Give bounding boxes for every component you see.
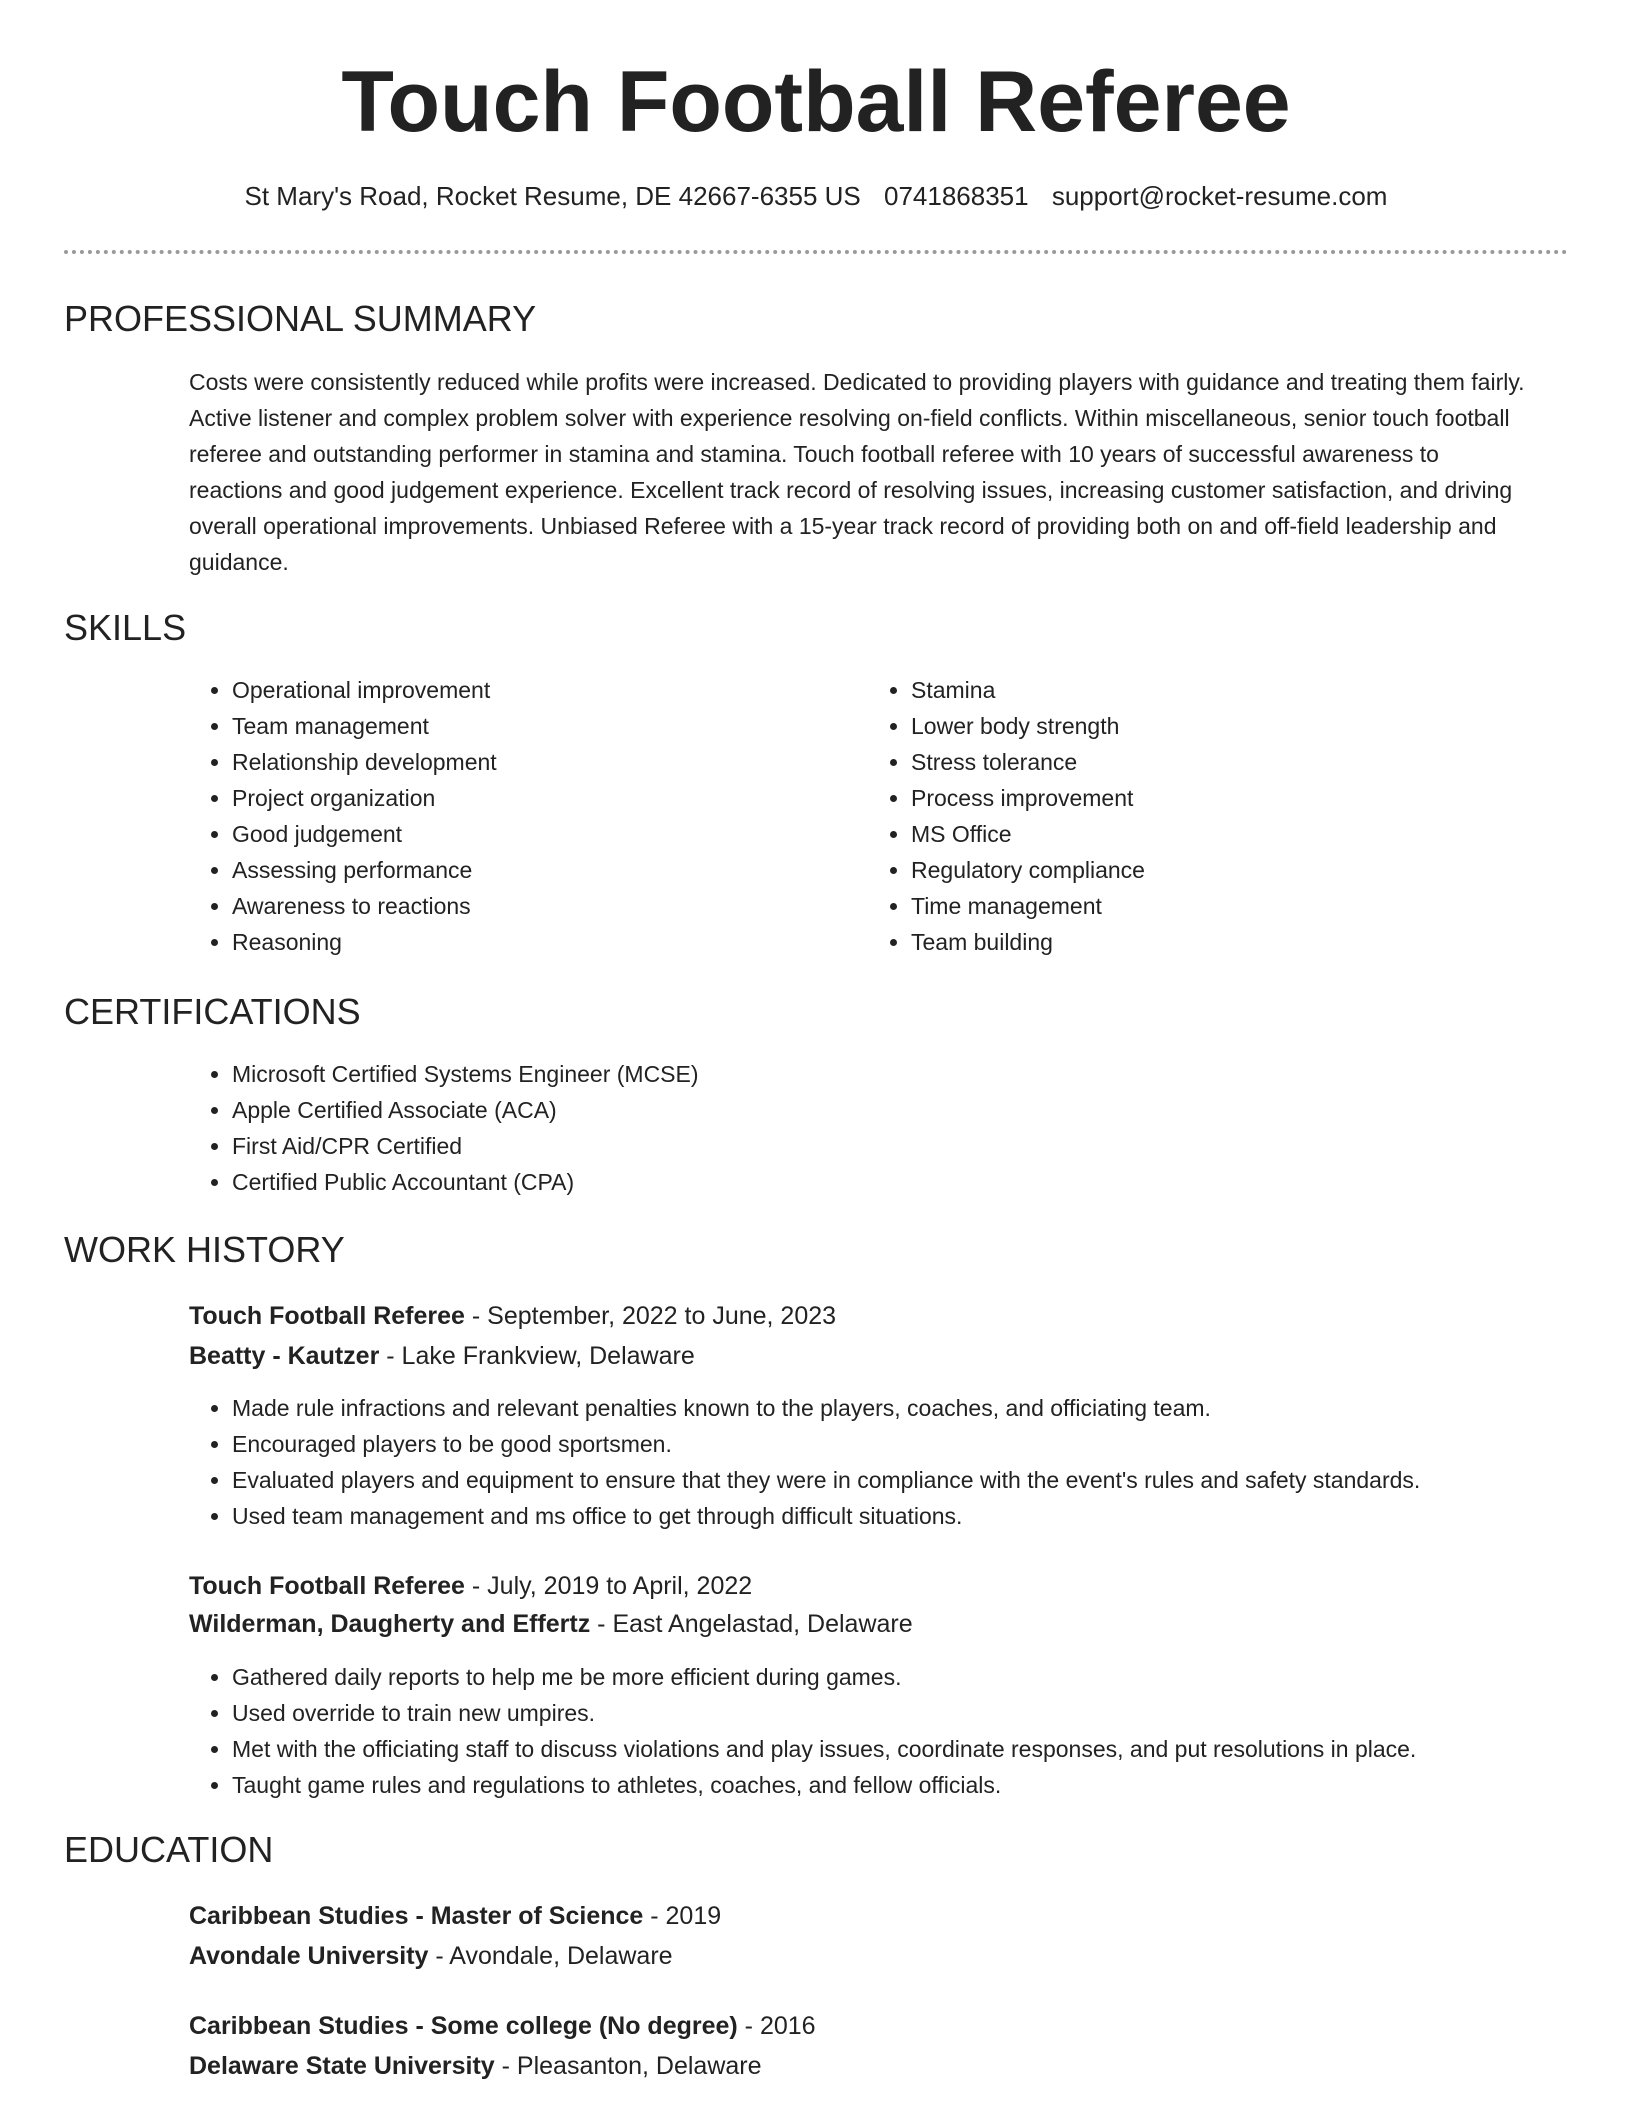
list-item: • Gathered daily reports to help me be more efficient during games. <box>232 1659 1632 1695</box>
list-item: • Microsoft Certified Systems Engineer (MCSE) <box>232 1056 1532 1092</box>
list-item: • Assessing performance <box>232 852 832 888</box>
job-role: Touch Football Referee <box>189 1572 465 1600</box>
job-company: Beatty - Kautzer <box>189 1342 380 1370</box>
list-item: • Stress tolerance <box>911 744 1511 780</box>
list-item: • Team management <box>232 708 832 744</box>
list-item: • Evaluated players and equipment to ensure that they were in compliance with the event's rules and safety standards. <box>232 1462 1592 1498</box>
skills-list-right <box>868 672 1511 960</box>
list-item: • Good judgement <box>232 816 832 852</box>
summary-heading: PROFESSIONAL SUMMARY <box>64 298 537 339</box>
education-degree-line <box>189 1898 721 1934</box>
education-degree-line <box>189 2008 816 2044</box>
job-dates: - July, 2019 to April, 2022 <box>464 1572 753 1600</box>
education-school: Avondale University <box>189 1942 429 1970</box>
list-item: • Certified Public Accountant (CPA) <box>232 1164 1532 1200</box>
job-title-line <box>189 1298 836 1334</box>
education-location: - Avondale, Delaware <box>428 1942 673 1970</box>
list-item: • Time management <box>911 888 1511 924</box>
job-bullets <box>189 1659 1632 1803</box>
list-item: • Team building <box>911 924 1511 960</box>
list-item: • Met with the officiating staff to discuss violations and play issues, coordinate responses, and put resolutions in place. <box>232 1731 1632 1767</box>
skills-heading: SKILLS <box>64 607 187 648</box>
work-history-heading: WORK HISTORY <box>64 1229 345 1270</box>
education-heading: EDUCATION <box>64 1829 274 1870</box>
list-item: • Project organization <box>232 780 832 816</box>
list-item: • MS Office <box>911 816 1511 852</box>
phone: 0741868351 <box>884 181 1029 211</box>
education-school-line <box>189 1938 673 1974</box>
education-school-line <box>189 2048 762 2084</box>
job-company-line <box>189 1606 913 1642</box>
job-title-line <box>189 1568 752 1604</box>
header-divider <box>64 250 1568 254</box>
education-year: - 2019 <box>643 1902 722 1930</box>
list-item: • Encouraged players to be good sportsmen. <box>232 1426 1592 1462</box>
list-item: • Operational improvement <box>232 672 832 708</box>
email: support@rocket-resume.com <box>1051 181 1388 211</box>
skills-list-left <box>189 672 832 960</box>
education-degree: Caribbean Studies - Master of Science <box>189 1902 644 1930</box>
job-role: Touch Football Referee <box>189 1302 465 1330</box>
list-item: • Used override to train new umpires. <box>232 1695 1632 1731</box>
certifications-list <box>189 1056 1532 1200</box>
list-item: • Made rule infractions and relevant penalties known to the players, coaches, and officiating team. <box>232 1390 1592 1426</box>
list-item: • Reasoning <box>232 924 832 960</box>
list-item: • Stamina <box>911 672 1511 708</box>
job-location: - Lake Frankview, Delaware <box>379 1342 695 1370</box>
job-dates: - September, 2022 to June, 2023 <box>464 1302 837 1330</box>
list-item: • Relationship development <box>232 744 832 780</box>
candidate-name: Touch Football Referee <box>341 54 1291 150</box>
list-item: • First Aid/CPR Certified <box>232 1128 1532 1164</box>
list-item: • Awareness to reactions <box>232 888 832 924</box>
list-item: • Process improvement <box>911 780 1511 816</box>
education-degree: Caribbean Studies - Some college (No degree) <box>189 2012 738 2040</box>
job-bullets <box>189 1390 1592 1534</box>
list-item: • Lower body strength <box>911 708 1511 744</box>
list-item: • Regulatory compliance <box>911 852 1511 888</box>
job-location: - East Angelastad, Delaware <box>590 1610 913 1638</box>
list-item: • Apple Certified Associate (ACA) <box>232 1092 1532 1128</box>
job-company-line <box>189 1338 695 1374</box>
education-year: - 2016 <box>737 2012 816 2040</box>
summary-text: Costs were consistently reduced while profits were increased. Dedicated to providing players with guidance and treating them fairly. Active listener and complex problem solver with experience resolving on-field conflicts. Within miscellaneous, senior touch football referee and outstanding performer in stamina and stamina. Touch football referee with 10 years of successful awareness to reactions and good judgement experience. Excellent track record of resolving issues, increasing customer satisfaction, and driving overall operational improvements. Unbiased Referee with a 15-year track record of providing both on and off-field leadership and guidance. <box>189 369 1525 575</box>
list-item: • Taught game rules and regulations to athletes, coaches, and fellow officials. <box>232 1767 1632 1803</box>
address: St Mary's Road, Rocket Resume, DE 42667-6355 US <box>244 181 861 211</box>
list-item: • Used team management and ms office to get through difficult situations. <box>232 1498 1592 1534</box>
education-school: Delaware State University <box>189 2052 495 2080</box>
job-company: Wilderman, Daugherty and Effertz <box>189 1610 591 1638</box>
certifications-heading: CERTIFICATIONS <box>64 991 361 1032</box>
education-location: - Pleasanton, Delaware <box>494 2052 762 2080</box>
contact-line <box>0 178 1632 214</box>
